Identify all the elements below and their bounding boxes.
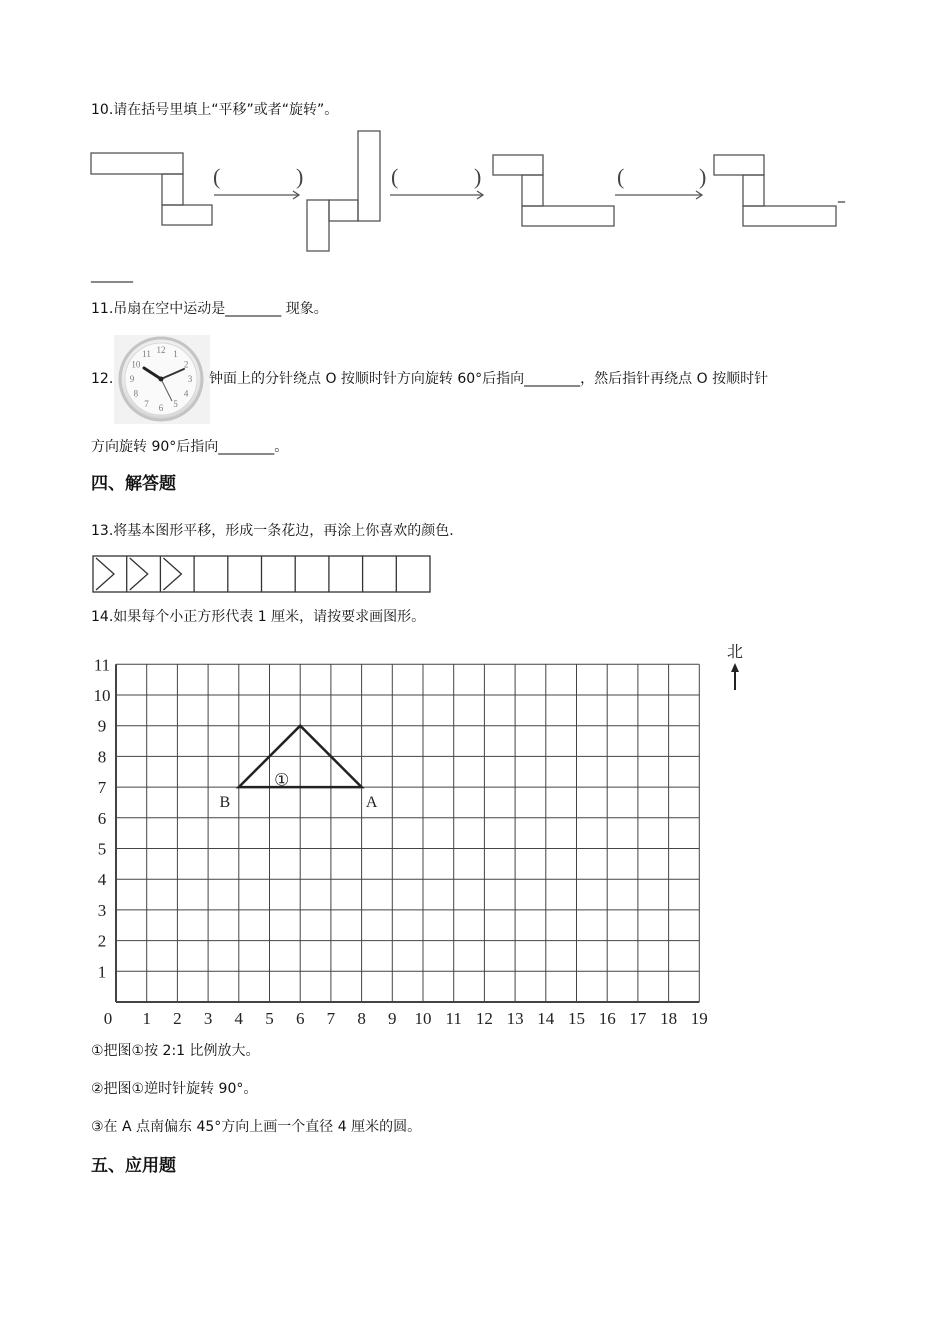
y-tick-label: 7 — [97, 778, 107, 798]
clock-number-10: 10 — [131, 359, 141, 370]
paren-close-3: ) — [699, 164, 707, 189]
coordinate-grid — [85, 640, 765, 1035]
x-tick-label: 17 — [629, 1009, 647, 1028]
clock-number-3: 3 — [187, 374, 193, 384]
x-tick-label: 16 — [598, 1009, 616, 1028]
x-tick-label: 10 — [414, 1009, 432, 1028]
clock-number-1: 1 — [173, 348, 178, 359]
pattern-shape-1 — [96, 558, 114, 590]
triangle-label: ① — [274, 770, 290, 790]
y-tick-label: 4 — [97, 870, 107, 890]
y-tick-label: 8 — [97, 747, 107, 767]
x-tick-label: 8 — [357, 1009, 366, 1028]
y-tick-label: 10 — [93, 686, 111, 705]
q12-line1: 钟面上的分针绕点 O 按顺时针方向旋转 60°后指向________，然后指针再绕点 O 按顺时针 — [209, 371, 769, 387]
q12-number: 12. — [91, 371, 114, 387]
paren-close-2: ) — [474, 164, 482, 189]
clock-number-11: 11 — [142, 348, 151, 359]
x-tick-label: 13 — [506, 1009, 524, 1028]
x-tick-label: 9 — [388, 1009, 397, 1028]
x-tick-label: 0 — [103, 1009, 113, 1028]
x-tick-label: 1 — [142, 1009, 151, 1028]
clock-number-8: 8 — [133, 388, 139, 399]
y-tick-label: 6 — [97, 808, 107, 828]
north-indicator — [722, 640, 752, 695]
section-4-title: 四、解答题 — [91, 474, 176, 494]
clock-number-9: 9 — [129, 374, 135, 384]
y-tick-label: 1 — [97, 962, 107, 982]
clock-number-2: 2 — [183, 359, 189, 370]
x-tick-label: 15 — [568, 1009, 585, 1028]
q10-figure — [85, 128, 865, 260]
x-tick-label: 5 — [265, 1009, 274, 1028]
point-a-label: A — [365, 794, 378, 812]
x-tick-label: 6 — [295, 1009, 305, 1028]
q10-shape-2 — [307, 131, 380, 251]
clock-center-o — [159, 377, 164, 382]
clock-number-6: 6 — [158, 403, 164, 413]
y-tick-label: 9 — [97, 716, 107, 736]
section-5-title: 五、应用题 — [91, 1156, 176, 1176]
clock-number-7: 7 — [144, 399, 149, 410]
q11-text: 11.吊扇在空中运动是________ 现象。 — [91, 301, 328, 317]
clock-image — [114, 335, 210, 424]
q10-shape-1 — [91, 153, 212, 225]
y-tick-label: 2 — [97, 931, 107, 951]
x-tick-label: 7 — [326, 1009, 336, 1028]
q10-shape-3 — [493, 155, 614, 226]
x-tick-label: 3 — [203, 1009, 213, 1028]
q14-task-1: ①把图①按 2:1 比例放大。 — [91, 1043, 260, 1059]
x-tick-label: 19 — [690, 1009, 708, 1028]
paren-close-1: ) — [296, 164, 304, 189]
q14-text: 14.如果每个小正方形代表 1 厘米，请按要求画图形。 — [91, 609, 426, 625]
x-tick-label: 12 — [475, 1009, 493, 1028]
paren-open-2: ( — [391, 164, 399, 189]
q14-task-3: ③在 A 点南偏东 45°方向上画一个直径 4 厘米的圆。 — [91, 1119, 422, 1135]
y-tick-label: 5 — [97, 839, 107, 859]
clock-number-12: 12 — [156, 345, 166, 355]
y-tick-label: 11 — [93, 655, 111, 675]
q12-line2: 方向旋转 90°后指向________。 — [91, 439, 289, 455]
pattern-shape-3 — [163, 558, 181, 590]
q14-task-2: ②把图①逆时针旋转 90°。 — [91, 1081, 258, 1097]
y-tick-label: 3 — [97, 900, 107, 920]
q10-shape-4 — [714, 155, 836, 226]
q10-answer-blank-wrap: ______ — [91, 267, 133, 283]
paren-open-3: ( — [617, 164, 625, 189]
x-tick-label: 14 — [537, 1009, 555, 1028]
clock-number-5: 5 — [173, 399, 178, 410]
clock-number-4: 4 — [183, 388, 189, 399]
x-tick-label: 18 — [660, 1009, 678, 1028]
x-tick-label: 11 — [445, 1009, 462, 1028]
point-b-label: B — [219, 794, 231, 812]
north-label: 北 — [726, 644, 744, 661]
x-tick-label: 2 — [173, 1009, 182, 1028]
q10-text: 10.请在括号里填上“平移”或者“旋转”。 — [91, 102, 339, 118]
border-pattern-strip — [90, 554, 435, 594]
q13-text: 13.将基本图形平移，形成一条花边，再涂上你喜欢的颜色. — [91, 523, 454, 539]
q10-answer-blank: _ — [838, 187, 845, 203]
x-tick-label: 4 — [234, 1009, 244, 1028]
pattern-shape-2 — [130, 558, 148, 590]
paren-open-1: ( — [213, 164, 221, 189]
